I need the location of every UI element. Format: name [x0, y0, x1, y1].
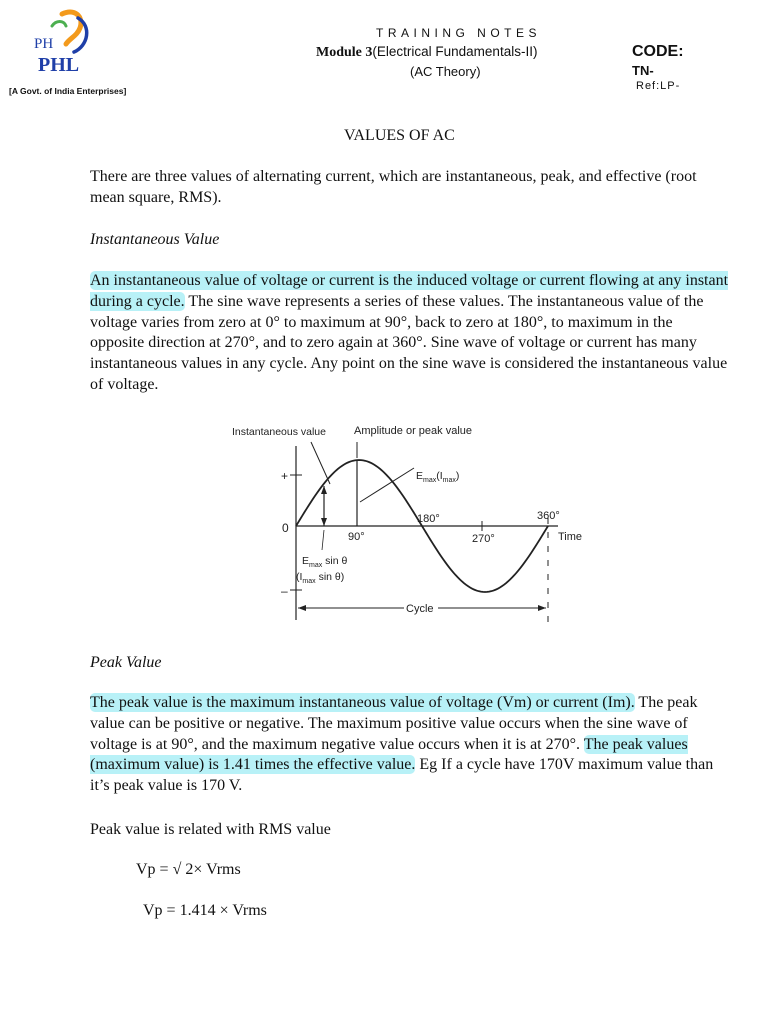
code-label: CODE: [632, 43, 684, 60]
emax-callout-line [360, 468, 414, 502]
peak-text-mid: The peak value can be positive or negative. The maximum positive value occurs when the sine wave of voltage is at 90°, and the maximum negative value occurs when it is at 270°. [90, 694, 698, 753]
logo-mark: PH [34, 36, 54, 52]
zero-label: 0 [282, 521, 289, 535]
logo-text: PHL [38, 54, 80, 76]
related-text: Peak value is related with RMS value [90, 821, 331, 838]
ac-theory-label: (AC Theory) [410, 64, 481, 79]
cycle-arrowhead-left [298, 605, 306, 611]
imax-sin-label: ($I_{max}$ sin θ) [296, 571, 345, 585]
sine-wave-diagram [226, 418, 583, 628]
module-subtitle: (Electrical Fundamentals-II) [372, 44, 538, 59]
instantaneous-highlight: An instantaneous value of voltage or current is the induced voltage or current flowing at any instant during a cycle. [90, 272, 729, 310]
logo-subtitle: [A Govt. of India Enterprises] [9, 86, 127, 96]
instantaneous-text: The sine wave represents a series of these values. The instantaneous value of the voltage varies from zero at 0° to maximum at 90°, back to zero at 180°, to maximum in the opposite direction at 270°, and to zero again at 360°. Sine wave of voltage or current has many instantaneous values in any cycle. Any point on the sine wave is considered the instantaneous value of voltage. [90, 292, 728, 393]
sine-wave-figure [226, 418, 583, 628]
instantaneous-callout-line [311, 442, 330, 484]
intro-text: There are three values of alternating current, which are instantaneous, peak, and effective (root mean square, RMS). [90, 168, 697, 206]
tn-label: TN- [632, 63, 654, 78]
module-number: Module 3 [316, 45, 373, 60]
minus-label: – [281, 584, 288, 598]
cycle-arrowhead-right [538, 605, 546, 611]
emax-sin-label: $E_{max}$ sin θ [302, 555, 348, 569]
deg-360-label: 360° [537, 510, 560, 522]
time-label: Time [558, 531, 583, 543]
peak-highlight-1: The peak value is the maximum instantaneous value of voltage (Vm) or current (Im). [90, 694, 635, 711]
emax-label: $E_{max}(I_{max})$ [416, 470, 460, 484]
deg-180-label: 180° [417, 513, 440, 525]
deg-90-label: 90° [348, 531, 365, 543]
ref-label: Ref:LP- [636, 80, 681, 92]
training-notes-label: TRAINING NOTES [376, 26, 542, 40]
deg-270-label: 270° [472, 533, 495, 545]
equation-1: Vp = √ 2× Vrms [136, 861, 241, 878]
company-logo [22, 8, 122, 98]
peak-highlight-2: The peak values (maximum value) is 1.41 times the effective value. [90, 735, 688, 774]
peak-heading: Peak Value [90, 654, 162, 671]
plus-label: + [281, 469, 289, 483]
intro-paragraph [90, 167, 730, 209]
emaxsin-callout-line [322, 530, 324, 550]
peak-paragraph [90, 693, 730, 797]
instantaneous-heading: Instantaneous Value [90, 231, 220, 248]
amplitude-label: Amplitude or peak value [354, 425, 473, 437]
page-title: VALUES OF AC [344, 127, 455, 144]
cycle-label: Cycle [406, 603, 434, 615]
equation-2: Vp = 1.414 × Vrms [143, 902, 267, 919]
module-title [316, 44, 537, 61]
instantaneous-value-label: Instantaneous value [232, 426, 326, 438]
logo-emblem-icon [22, 8, 122, 98]
instantaneous-arrow-down [321, 518, 327, 526]
instantaneous-paragraph [90, 271, 730, 396]
peak-text-end: Eg If a cycle have 170V maximum value than it’s peak value is 170 V. [90, 756, 714, 795]
